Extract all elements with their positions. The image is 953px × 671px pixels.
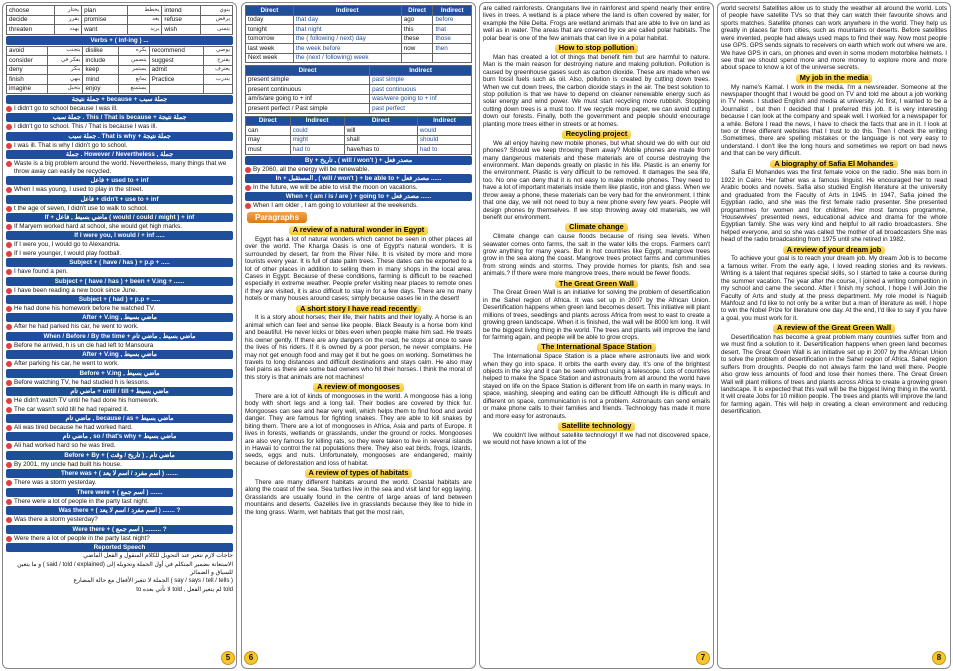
example-sentence (6, 442, 233, 449)
ing-header: Verbs + ( inf-ing ) ... (6, 36, 233, 45)
example-sentence (6, 223, 233, 230)
example-sentence (6, 105, 233, 112)
example-text: Were there a lot of people in the party last night? (14, 534, 150, 542)
table-cell: present continuous (246, 85, 370, 95)
verb-cell: avoid (7, 46, 48, 56)
table-cell: today (246, 15, 294, 25)
table-cell: then (433, 44, 472, 54)
paragraph-title: A review of types of habitats (305, 469, 413, 478)
table-cell: could (290, 126, 344, 136)
table-cell (433, 53, 472, 63)
paragraph-text: My name's Kamal. I work in the media. I'm a newsreader. Someone at the newspaper thought that I would be good on TV and told me about a job working in TV news. I studied English and media at university. At first, I wanted to be a Journalist , but then I decided that I preferred this job. It is very interesting because I can look at the company and speak well. I worked for a newspaper for a while. Before I read the news, I have to check the facts that are in it. I look at two or three different websites that I trust to do this. Then I check the writing .Sometimes, there are spelling mistakes or the language is not very easy to understand. I don't like the long hours and sometimes we report on bad news and that can be very difficult. (721, 83, 947, 158)
bullet-icon (6, 517, 12, 523)
example-sentence (6, 397, 233, 404)
example-sentence (6, 498, 233, 505)
bullet-icon (6, 499, 12, 505)
table-cell: past perfect (370, 104, 472, 114)
verb-cell: deny (7, 65, 48, 75)
example-text: I have found a pen. (14, 268, 68, 276)
example-sentence (6, 268, 233, 275)
table-row (246, 145, 472, 155)
table-row (246, 135, 472, 145)
table-cell: Next week (246, 53, 294, 63)
rule-formula: Subject + ( have / has ) + been + V.ing + ...... (6, 277, 233, 286)
paragraph-text: There are a lot of kinds of mongooses in the world. A mongoose has a long body with short legs and a long tail. Their bodies are covered by thick fur. Mongooses can see and hear very well, which helps them to find food and avoid danger. They are famous for fighting snakes. They are able to kill snakes by biting them. There are a lot of mongooses in Africa, Asia and parts of Europe. It lives in forests, wetlands or grasslands, under the ground or rocks. Mongooses are also very famous for killing rats, so they were taken to live in several islands in Hawaii to control the rat populations there. They also eat birds, frogs, lizards, seeds, eggs and nuts. Unfortunately, mongooses are endangered, mainly because of deforestation and loss of habitat. (245, 393, 472, 467)
example-text: t the age of seven, I didn't use to walk to school. (14, 204, 148, 212)
example-sentence (6, 379, 233, 386)
paragraph-sections (721, 74, 947, 416)
example-sentence (6, 516, 233, 523)
rule-formula: فاعل + used to + inf (6, 176, 233, 185)
time-expressions-table (245, 5, 472, 63)
bullet-icon (6, 324, 12, 330)
table-cell: last week (246, 44, 294, 54)
arabic-meaning-cell: يتمنى (200, 25, 232, 35)
verb-cell: plan (82, 6, 128, 16)
column-header: Direct (246, 66, 370, 76)
verb-cell: dislike (83, 46, 119, 56)
table-cell: that night (293, 25, 401, 35)
table-row (7, 75, 233, 85)
example-text: Was there a storm yesterday? (14, 516, 98, 524)
bullet-icon (6, 398, 12, 404)
table-cell: might (290, 135, 344, 145)
table-row (246, 53, 472, 63)
example-text: When I am older , I am going to volunteer at the weekends. (253, 202, 418, 210)
verb-cell: threaten (7, 25, 55, 35)
page-number: 6 (244, 651, 258, 665)
verb-cell: choose (7, 6, 55, 16)
table-row (7, 65, 233, 75)
lead-paragraph: world secrets! Satellites allow us to study the weather all around the world. Lots of people have satellite TVs so that they can watch their favourite shows and sports matches. Satellite phones can work anywhere in the world. They help us greatly in places far from cities, such as mountains or deserts. Before satellites were invented, people had always used maps to find their way. Now most people use GPS. GPS sends signals to receivers on earth which work out where we are. We have GPS in cars, on phones and even in some modern motorbike helmets. I see that we should spend more and more money to explore more and more about space to know a lot of the universe secrets. (721, 5, 947, 72)
paragraph-text: The International Space Station is a place where astronauts live and work when they go into space. It orbits the earth every day. It's one of the brightest objects in the sky and it can be seen without using a telescope. Lots of countries helped to make the Space Station and astronauts from all around the world have stayed on life on the Space Station is different from life on earth in many ways. In space, washing, sleeping and eating can be difficult! Although life is difficult and different on space, communication is not a problem. Astronauts can send emails or make phone calls to their families and friends. Technology has made it more and more easy for astronauts. (483, 353, 710, 420)
example-sentence (6, 160, 233, 175)
paragraph-title: The International Space Station (537, 343, 655, 352)
paragraph-text: To achieve your goal is to reach your dream job. My dream Job is to become a famous writer. From the early age, I loved reading stories and its reviews. Writing is a talent that requires special skills, so I started to take a course during the summer vacation. The year after the course, I joined a writing competition in my school and came the second. After I finish my school, I hope I will Join the Faculty of Arts and study at the press department. My role model is Naguib Mahfouz and I'd like to not only be a writer but a man of literature as well. I hope to win the Nobel Prize for literature one day. At the end, I'd like to say if you have a goal, you must work for it. (721, 255, 947, 322)
example-sentence (6, 323, 233, 330)
bullet-icon (6, 143, 12, 149)
bullet-icon (6, 380, 12, 386)
rule-formula: When + ( am / is / are ) + going to + مصدر فعل ...... (245, 192, 472, 201)
arabic-meaning-cell: يفكر في (48, 56, 83, 66)
bullet-icon (6, 242, 12, 248)
rule-formula: جملة نتيجة + because + جملة سبب (6, 95, 233, 104)
example-sentence (6, 123, 233, 130)
table-cell: will (344, 126, 417, 136)
page-5-column (2, 2, 237, 669)
modal-change-table (245, 116, 472, 155)
arabic-meaning-cell: يتجنب (48, 46, 83, 56)
paragraph-sections (245, 226, 472, 516)
rule-formula: By + تاريخ , ( will / won't ) + مصدر فعل (245, 156, 472, 165)
verb-cell: imagine (7, 84, 48, 94)
table-cell: should (417, 135, 471, 145)
bullet-icon (6, 206, 12, 212)
example-sentence (6, 406, 233, 413)
example-sentence (6, 342, 233, 349)
example-sentence (6, 479, 233, 486)
table-cell: have/has to (344, 145, 417, 155)
rule-formula: جملة سبب . This / That is because + جملة نتيجة (6, 113, 233, 122)
arabic-meaning-cell: يوصي (204, 46, 233, 56)
bullet-icon (6, 124, 12, 130)
example-text: I didn't go to school because I was ill. (14, 105, 118, 112)
table-row (7, 25, 233, 35)
verb-cell: consider (7, 56, 48, 66)
bullet-icon (6, 407, 12, 413)
rule-formula: There were + ( اسم جمع ) ....... (6, 488, 233, 497)
grammar-rules (6, 95, 233, 542)
example-text: There was a storm yesterday. (14, 479, 97, 487)
paragraph-text: There are many different habitats around the world. Coastal habitats are along the coast of the sea. Sea turtles live in the sea and visit land for egg laying. Grasslands are usually found in the centre of large areas of land between mountains and deserts. Gazelles live in grasslands because they like to hide in the long grass. Warm, wet habitats that get the most rain, (245, 478, 472, 516)
table-row (246, 25, 472, 35)
arabic-meaning-cell: يتضمن (119, 56, 149, 66)
paragraph-title: A review of a natural wonder in Egypt (289, 226, 429, 235)
example-text: After parking his car, he went to work. (14, 360, 119, 368)
arabic-meaning-cell: يخطط (128, 6, 162, 16)
verb-cell: include (83, 56, 119, 66)
example-text: There were a lot of people in the party last night. (14, 497, 149, 505)
table-cell: can (246, 126, 291, 136)
paragraph-text: Egypt has a lot of natural wonders which cannot be seen in other places all over the world. The Kharga Oasis is one of Egypt's natural wonders. It is surrounded by desert, far from the River Nile. It is visited by more and more tourists every year. It is full of date palm trees. These dates can be exported to a lot of other places in addition to selling them in many shops in the local area. Cases in Egypt. Because of these conditions, farming is difficult to be reached especially in extreme weather. People prefer visiting near places to remote ones if they are visited, it is also difficult to stay in for a few days. There are no many hotels or many houses around cases; simply because oases lie in the desert! (245, 235, 472, 303)
paragraph-title: Satellite technology (558, 422, 636, 431)
bullet-icon (6, 288, 12, 294)
reported-speech-line: حاجات لازم تتغير عند التحويل للكلام المنقول و الفعل الماضي (83, 552, 233, 559)
paragraph-title: A biography of Safia El Mohandes (770, 160, 897, 169)
table-cell: that day (293, 15, 401, 25)
example-sentence (6, 241, 233, 248)
arabic-meaning-cell: يقرر (54, 15, 82, 25)
bullet-icon (6, 306, 12, 312)
bullet-icon (6, 536, 12, 542)
paragraph-title: The Great Green Wall (555, 280, 638, 289)
paragraph-sections (483, 44, 710, 446)
example-sentence (6, 205, 233, 212)
verb-cell: refuse (162, 15, 200, 25)
example-sentence (245, 166, 472, 173)
example-text: Ali had worked hard so he was tired. (14, 442, 116, 450)
reported-speech-title: Reported Speech (6, 543, 233, 552)
example-text: By 2060, all the energy will be renewable. (253, 165, 370, 173)
column-header: Direct (401, 6, 433, 16)
example-sentence (6, 360, 233, 367)
arabic-meaning-cell: يعد (128, 15, 162, 25)
future-rules (245, 156, 472, 210)
table-cell: tonight (246, 25, 294, 35)
table-cell: tomorrow (246, 34, 294, 44)
verb-cell: want (82, 25, 128, 35)
reported-speech-line: الاستعانة بضمير المتكلم في أول الجملة وتحويله إلى (said / told / explained ) و ما يتعين للسياق و الضمائر (17, 561, 233, 576)
table-row (7, 84, 233, 94)
paragraphs-tag: Paragraphs (247, 212, 307, 223)
verbs-ing-table (6, 46, 233, 95)
example-text: I didn't go to school. This / That is because I was ill. (14, 123, 158, 131)
table-cell: this (401, 25, 433, 35)
rule-formula: Before + V.ing , ماضي بسيط (6, 369, 233, 378)
column-header: Direct (246, 116, 291, 126)
example-text: When I was young, I used to play in the street. (14, 186, 144, 194)
table-cell: past continuous (370, 85, 472, 95)
verb-cell: suggest (149, 56, 204, 66)
table-cell: ago (401, 15, 433, 25)
page-8-column (717, 2, 951, 669)
table-cell: was/were going to + inf (370, 94, 472, 104)
arabic-meaning-cell: يكره (119, 46, 149, 56)
rule-formula: جملة سبب . That is why + جملة نتيجة (6, 132, 233, 141)
bullet-icon (6, 343, 12, 349)
verb-cell: recommend (149, 46, 204, 56)
example-text: Before he arrived, h is un cle had left to Mansoura (14, 341, 154, 349)
table-cell: before (433, 15, 472, 25)
example-sentence (6, 142, 233, 149)
arabic-meaning-cell: يتخيل (48, 84, 83, 94)
bullet-icon (6, 269, 12, 275)
rule-formula: ماضي تام + until / till + ماضي بسيط (6, 387, 233, 396)
bullet-icon (6, 425, 12, 431)
arabic-meaning-cell: ينوي (200, 6, 232, 16)
page-number: 8 (932, 651, 946, 665)
verb-cell: finish (7, 75, 48, 85)
example-sentence (6, 305, 233, 312)
rule-formula: ماضي تام , so / that's why + ماضي بسيط (6, 432, 233, 441)
paragraph-title: A review of your dream job (783, 246, 886, 255)
bullet-icon (245, 167, 251, 173)
rule-formula: ماضي تام , because / as + ماضي بسيط (6, 414, 233, 423)
arabic-meaning-cell: يريد (128, 25, 162, 35)
table-row (7, 6, 233, 16)
verb-cell: promise (82, 15, 128, 25)
table-cell: the week before (293, 44, 401, 54)
table-row (246, 44, 472, 54)
column-header: Direct (246, 6, 294, 16)
rule-formula: Subject + ( have / has ) + p.p + ..... (6, 258, 233, 267)
table-row (246, 34, 472, 44)
example-sentence (6, 461, 233, 468)
table-row (246, 94, 472, 104)
table-cell: past simple (370, 75, 472, 85)
table-cell: am/is/are going to + inf (246, 94, 370, 104)
table-cell: those (433, 34, 472, 44)
table-cell: present simple (246, 75, 370, 85)
table-row (7, 15, 233, 25)
example-text: Before watching TV, he had studied h is lessons. (14, 378, 150, 386)
table-row (7, 46, 233, 56)
table-cell: shall (344, 135, 417, 145)
bullet-icon (6, 187, 12, 193)
example-text: Waste is a big problem around the world. Nevertheless, many things that we throw away can easily be recycled. (14, 160, 227, 175)
arabic-meaning-cell: يرفض (200, 15, 232, 25)
example-text: If Maryem worked hard at school, she would get high marks. (14, 222, 182, 230)
page-6-column (241, 2, 476, 669)
example-sentence (6, 250, 233, 257)
arabic-meaning-cell: ينهي (48, 75, 83, 85)
arabic-meaning-cell: يهدد (54, 25, 82, 35)
reported-speech-line: told لم يتغير الفعل , told لا تأتي بعده to (136, 587, 233, 594)
rule-formula: جملة . However / Nevertheless , جملة (6, 150, 233, 159)
bullet-icon (6, 251, 12, 257)
paragraph-title: How to stop pollution (555, 44, 639, 53)
bullet-icon (6, 480, 12, 486)
table-cell: these (401, 34, 433, 44)
example-text: If I were you, I would go to Alexandria. (14, 241, 121, 249)
rule-formula: When / Before / By the time + ماضي بسيط , ماضي تام (6, 332, 233, 341)
verb-cell (149, 84, 204, 94)
reported-speech-notes (6, 553, 233, 595)
rule-formula: Were there + ( اسم جمع ) ......... ? (6, 525, 233, 534)
paragraph-title: A review of the Great Green Wall (773, 324, 895, 333)
page-number: 7 (696, 651, 710, 665)
paragraph-title: Climate change (565, 223, 628, 232)
example-text: If I were younger, I would play football. (14, 249, 122, 257)
example-text: He had done his homework before he watched TV. (14, 305, 156, 313)
verb-cell: decide (7, 15, 55, 25)
rule-formula: Before + By + ( تاريخ / وقت ) , ماضي تام (6, 451, 233, 460)
paragraph-title: Recycling project (562, 130, 632, 139)
rule-formula: Subject + ( had ) + p.p + ..... (6, 295, 233, 304)
arabic-meaning-cell: يستمتع (119, 84, 149, 94)
verbs-to-inf-table (6, 5, 233, 35)
rule-formula: If + ماضي بسيط , فاعل ( would / could / might ) + inf (6, 213, 233, 222)
arabic-meaning-cell: يعترف (204, 65, 233, 75)
example-text: After he had parked his car, he went to work. (14, 323, 139, 331)
arabic-meaning-cell: يتدرب (204, 75, 233, 85)
paragraph-title: My job in the media (796, 74, 873, 83)
table-row (246, 15, 472, 25)
table-row (246, 104, 472, 114)
example-sentence (245, 202, 472, 209)
arabic-meaning-cell: يمانع (119, 75, 149, 85)
example-text: Ali was tired because he had worked hard. (14, 424, 133, 432)
example-text: The car wasn't sold till he had repaired it. (14, 405, 129, 413)
example-sentence (6, 424, 233, 431)
table-cell (401, 53, 433, 63)
column-header: Indirect (433, 6, 472, 16)
example-sentence (245, 184, 472, 191)
paragraph-text: The Great Green Wall is an initiative for solving the problem of desertification in the Sahel region of Africa. It was set up in 2007 by the African Union. Desertification happens when green land becomes desert. This initiative will plant millions of trees, seedlings and plants across Africa from west to east to create a growing green landscape. When it is finished, the wall will be 8000 km long. It will be the biggest living thing in the world. The trees and plants will improve the land for farming again, and people will be able to grow crops. (483, 289, 710, 341)
table-row (7, 56, 233, 66)
bullet-icon (6, 106, 12, 112)
table-cell: that (433, 25, 472, 35)
verb-cell: enjoy (83, 84, 119, 94)
page-7-column (479, 2, 714, 669)
paragraph-text: Climate change can cause floods because of rising sea levels. When seawater comes onto farms, the salt in the water kills the crops. Farmers can't grow anything for many years. But in hot countries like Egypt, mangrove trees grow in the sea along the coast. Mangrove trees protect farms and communities from strong winds and storms. They provide homes for plants, fish and sea animals.? If there were more mangrove trees, there would be fewer floods. (483, 233, 710, 278)
bullet-icon (6, 361, 12, 367)
paragraph-text: We all enjoy having new mobile phones, but what should we do with our old phones? Should we keep throwing them away? Mobile phones are made from many dangerous materials and these materials are of course destroying the environment. Man depends greatly on plastic in his life. Plastic is an enemy for the environment. Plastic is very difficult to be removed. It damages the sea life, too. No one can deny that it is not easy to make mobile phones. They need to have a lot of important materials inside them like plastic, iron and glass. When we throw away a phone, these materials can be very bad for the environment. I think that one day, we will not need to buy a new phone every few years. People will design phones by themselves. If we stop throwing away old materials, we will benefit our environment. (483, 139, 710, 222)
table-cell: the ( following / next) day (293, 34, 401, 44)
example-text: I have been reading a new book since June. (14, 286, 138, 294)
rule-formula: After + V.ing , ماضي بسيط (6, 350, 233, 359)
table-cell: may (246, 135, 291, 145)
verb-cell: wish (162, 25, 200, 35)
verb-cell: mind (83, 75, 119, 85)
example-text: I was ill. That is why I didn't go to school. (14, 141, 128, 149)
bullet-icon (6, 443, 12, 449)
table-cell: present perfect / Past simple (246, 104, 370, 114)
arabic-meaning-cell: يستمر (119, 65, 149, 75)
verb-cell: keep (83, 65, 119, 75)
verb-cell: admit (149, 65, 204, 75)
paragraph-text: Man has created a lot of things that benefit him but are harmful to nature. Man is the main reason for destroying nature and making pollution. Pollution is caused by greenhouse gases such as carbon dioxide. These are made when we burn fossil fuels such as oil. Also, pollution is created by cutting down trees. When we cut down trees, the carbon dioxide stays in the air. The best solution to stop pollution is that we have to depend on cleaner renewable energy such as solar energy and wind power. We must start recycling more rubbish. Stopping cutting down trees is a must too. If we recycle more paper, we can avoid cutting down our forests. Finally, both the government and people should encourage planting more trees either in streets or at homes. (483, 53, 710, 128)
column-header: Indirect (293, 6, 401, 16)
example-sentence (6, 535, 233, 542)
column-header: Indirect (290, 116, 344, 126)
reported-speech-line: ( say / says / tell / tells ) الجملة لا تتغير الأفعال مع حالة المضارع (73, 578, 233, 585)
arabic-meaning-cell: يقترح (204, 56, 233, 66)
rule-formula: Was there + ( اسم مفرد / اسم لا يعد ) ....... ? (6, 506, 233, 515)
table-cell: must (246, 145, 291, 155)
table-cell: would (417, 126, 471, 136)
example-sentence (6, 287, 233, 294)
table-cell: now (401, 44, 433, 54)
arabic-meaning-cell: يختار (54, 6, 82, 16)
bullet-icon (6, 224, 12, 230)
table-cell: the (next / following) week (293, 53, 401, 63)
paragraph-title: A short story I have read recently (296, 305, 421, 314)
paragraph-text: It is a story about horses; their life, their habits and their loyalty. A horse is an animal which can feel and sense like people. Black Beauty is a horse born kind and beautiful. He never kicks or bites even when people make him sad. He treats his owner gently. If there are any dangers on the road, he stops at once to save the lives of his riders. If it is owned by a poor person, he never complains. He may not get enough food and may get it but he goes on working. Sometimes he travels to long distances and difficult destinations and stays calm. He also may feel pains as there are some bad owners who hit their horses. I think the moral of this story is that animals are not machines! (245, 314, 472, 381)
page-number: 5 (221, 651, 235, 665)
arabic-meaning-cell (204, 84, 233, 94)
rule-formula: فاعل + didn't + use to + inf (6, 195, 233, 204)
bullet-icon (6, 161, 12, 167)
table-row (246, 85, 472, 95)
bullet-icon (6, 462, 12, 468)
column-header: Indirect (370, 66, 472, 76)
rule-formula: There was + ( اسم مفرد / اسم لا يعد ) ....... (6, 469, 233, 478)
bullet-icon (245, 203, 251, 209)
example-text: He didn't watch TV until he had done his homework. (14, 397, 159, 405)
paragraph-title: A review of mongooses (313, 383, 404, 392)
verb-cell: intend (162, 6, 200, 16)
tense-change-table (245, 65, 472, 114)
paragraph-text: Desertification has become a great problem many countries suffer from and we must find a solution to it. Desertification happens when green land becomes desert. The Great Green Wall is an initiative set up in 2007 by the African Union to solve the problem of desertification in the Sahel region of Africa. Sahel region suffers from droughts. People do not always farm the land well there. People also grow less amounts of food and lose their homes there. The Great Green Wall will plant millions of trees and plants across Africa to create a growing green landscape. It is expected that this wall will be the biggest living thing in the world. It will create Jobs for 10 million people. The trees and plants will improve the land for farming again. This will help in creating a clean environment and reducing desertification. (721, 333, 947, 416)
column-header: Direct (344, 116, 417, 126)
verb-cell: Practice (149, 75, 204, 85)
example-text: In the future, we will be able to visit the moon on vacations. (253, 183, 418, 191)
lead-paragraph: are called rainforests. Orangutans live in rainforest and spend nearly their entire lives in trees. A wetland is a place where the land is often covered by water, for example the Nile Delta. Frogs are wetland animals that are able to live on land as well as in water. The areas that are covered by ice are called polar habitats. The polar bear is one of the few animals that can live in a polar habitat. (483, 5, 710, 42)
column-header: Indirect (417, 116, 471, 126)
table-row (246, 75, 472, 85)
example-text: By 2001, my uncle had built his house. (14, 460, 122, 468)
table-cell: had to (290, 145, 344, 155)
paragraph-text: We couldn't live without satellite technology! If we had not discovered space, we would not have known a lot of the (483, 431, 710, 447)
paragraph-text: Safia El Mohandes was the first female voice on the radio. She was born in 1922 in Cairo. Her father was a famous linguist. He encouraged her to read Arabic books and novels. Safia also studied English literature at the university and graduated from the Faculty of Arts in 1945. In 1947, Safia joined the Egyptian radio, and she was the first female radio presenter. She presented programmes for women and for children. Her most famous programme, 'Housewives' presented news, educational advice and drama for the whole Egyptian family. She was very kind and helpful to all radio broadcasters. She helped everyone, and so she was called 'the mother of all broadcasters She was head of the radio broadcasting from 1975 until she retired in 1982. (721, 169, 947, 244)
table-cell: had to (417, 145, 471, 155)
bullet-icon (245, 185, 251, 191)
rule-formula: In + المستقبل , ( will / won't ) + be able to + مصدر فعل ...... (245, 174, 472, 183)
arabic-meaning-cell: ينكر (48, 65, 83, 75)
table-row (246, 126, 472, 136)
rule-formula: If I were you, I would / + inf ..... (6, 231, 233, 240)
example-sentence (6, 186, 233, 193)
rule-formula: After + V.ing , ماضي بسيط (6, 313, 233, 322)
